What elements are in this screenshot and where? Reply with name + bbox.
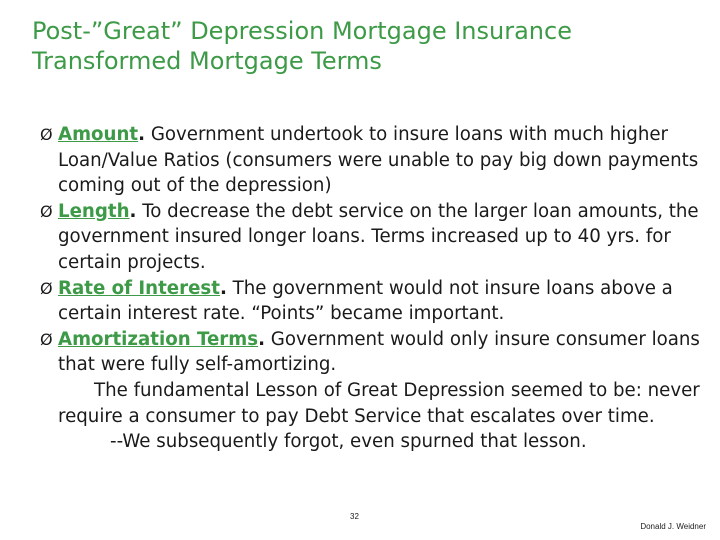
arrow-bullet-icon: Ø [40,278,53,298]
bullet-term: Amortization Terms [58,328,259,350]
author-footer: Donald J. Weidner [640,522,706,531]
lesson-paragraph [40,378,700,429]
bullet-text: The government would not insure loans above a certain interest rate. “Points” became important. [58,277,673,325]
bullet-text: Government undertook to insure loans with much higher Loan/Value Ratios (consumers were unable to pay big down payments coming out of the depression) [58,124,699,197]
bullet-term: Amount [58,124,139,145]
lesson-text: The fundamental Lesson of Great Depression seemed to be: never require a consumer to pay Debt Service that escalates over time. [58,379,700,427]
term-period: . [129,200,137,222]
bullet-amount [40,122,700,199]
page-number: 32 [350,512,359,521]
bullet-term: Length [58,200,130,222]
term-period: . [219,277,227,299]
arrow-bullet-icon: Ø [40,125,53,144]
arrow-bullet-icon: Ø [40,329,53,349]
arrow-bullet-icon: Ø [40,201,53,221]
bullet-text: Government would only insure consumer loans that were fully self-amortizing. [58,328,700,376]
bullet-text: To decrease the debt service on the larger loan amounts, the government insured longer loans. Terms increased up to 40 yrs. for certain projects. [58,200,699,273]
term-period: . [258,328,265,350]
bullet-length [40,199,700,276]
bullet-term: Rate of Interest [58,277,220,299]
bullet-amortization-terms [40,327,700,378]
closing-line: --We subsequently forgot, even spurned that lesson. [110,431,587,453]
bullet-rate-of-interest [40,276,700,327]
slide-title: Post-”Great” Depression Mortgage Insurance Transformed Mortgage Terms [32,17,572,75]
term-period: . [138,124,146,145]
slide-body [40,122,700,455]
